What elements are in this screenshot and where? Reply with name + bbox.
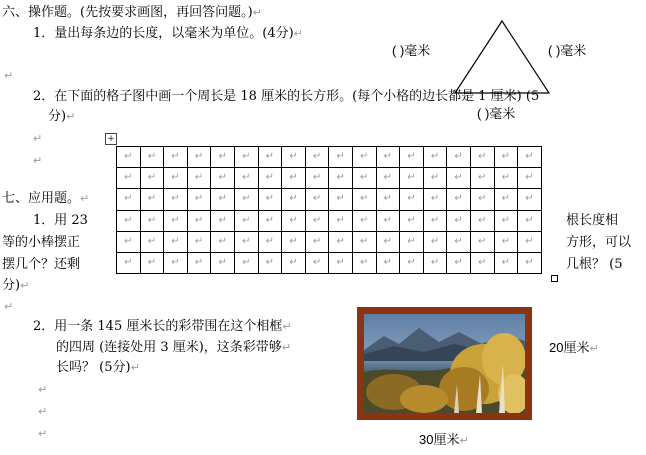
- grid-cell[interactable]: ↵: [470, 168, 494, 189]
- section6-heading: 六、操作题。(先按要求画图，再回答问题。)↵: [2, 5, 262, 20]
- grid-table[interactable]: [116, 146, 542, 274]
- q1-blank-right: ( )毫米: [548, 43, 587, 58]
- grid-cell[interactable]: ↵: [329, 210, 353, 231]
- grid-cell[interactable]: ↵: [447, 189, 471, 210]
- grid-cell[interactable]: ↵: [329, 252, 353, 273]
- grid-cell[interactable]: ↵: [329, 189, 353, 210]
- return-mark: ↵: [33, 154, 43, 167]
- q1-blank-bottom: ( )毫米: [477, 106, 516, 121]
- grid-cell[interactable]: ↵: [376, 189, 400, 210]
- grid-cell[interactable]: ↵: [164, 210, 188, 231]
- section7-q2-line3: 长吗？ (5分)↵: [56, 360, 140, 375]
- grid-cell[interactable]: ↵: [140, 189, 164, 210]
- grid-cell[interactable]: ↵: [447, 210, 471, 231]
- table-move-handle[interactable]: +: [105, 133, 117, 145]
- section6-q2: 2．在下面的格子图中画一个周长是 18 厘米的长方形。(每个小格的边长都是 1 厘米) (5: [33, 89, 540, 104]
- grid-cell[interactable]: ↵: [470, 210, 494, 231]
- grid-cell[interactable]: ↵: [518, 189, 542, 210]
- grid-cell[interactable]: ↵: [447, 147, 471, 168]
- grid-cell[interactable]: ↵: [376, 210, 400, 231]
- grid-cell[interactable]: ↵: [187, 147, 211, 168]
- grid-cell[interactable]: ↵: [258, 189, 282, 210]
- grid-cell[interactable]: ↵: [258, 168, 282, 189]
- return-mark: ↵: [38, 427, 48, 440]
- grid-cell[interactable]: ↵: [376, 231, 400, 252]
- grid-cell[interactable]: ↵: [329, 231, 353, 252]
- grid-cell[interactable]: ↵: [164, 189, 188, 210]
- grid-cell[interactable]: ↵: [140, 147, 164, 168]
- section7-q2-line1: 2．用一条 145 厘米长的彩带围在这个相框↵: [33, 319, 292, 334]
- grid-cell[interactable]: ↵: [494, 210, 518, 231]
- grid-cell[interactable]: ↵: [423, 210, 447, 231]
- grid-row: [117, 168, 542, 189]
- section7-q1-right3: 几根？ (5: [566, 257, 623, 272]
- grid-cell[interactable]: ↵: [140, 168, 164, 189]
- grid-cell[interactable]: ↵: [400, 189, 424, 210]
- grid-cell[interactable]: ↵: [282, 168, 306, 189]
- grid-cell[interactable]: ↵: [329, 168, 353, 189]
- grid-cell[interactable]: ↵: [140, 231, 164, 252]
- grid-cell[interactable]: ↵: [352, 252, 376, 273]
- grid-cell[interactable]: ↵: [518, 210, 542, 231]
- grid-cell[interactable]: ↵: [470, 147, 494, 168]
- grid-cell[interactable]: ↵: [211, 210, 235, 231]
- triangle-figure: [452, 18, 552, 98]
- grid-cell[interactable]: ↵: [376, 147, 400, 168]
- grid-cell[interactable]: ↵: [305, 231, 329, 252]
- grid-cell[interactable]: ↵: [305, 252, 329, 273]
- grid-cell[interactable]: ↵: [376, 252, 400, 273]
- grid-cell[interactable]: ↵: [400, 231, 424, 252]
- grid-cell[interactable]: ↵: [305, 210, 329, 231]
- grid-cell[interactable]: ↵: [117, 210, 141, 231]
- grid-cell[interactable]: ↵: [447, 252, 471, 273]
- grid-cell[interactable]: ↵: [282, 189, 306, 210]
- section7-q1-line2: 等的小棒摆正: [2, 235, 81, 250]
- grid-cell[interactable]: ↵: [117, 231, 141, 252]
- grid-cell[interactable]: ↵: [282, 252, 306, 273]
- grid-cell[interactable]: ↵: [164, 168, 188, 189]
- grid-cell[interactable]: ↵: [423, 252, 447, 273]
- grid-cell[interactable]: ↵: [470, 252, 494, 273]
- landscape-photo: [364, 314, 525, 413]
- grid-cell[interactable]: ↵: [282, 210, 306, 231]
- grid-cell[interactable]: ↵: [447, 168, 471, 189]
- grid-cell[interactable]: ↵: [352, 147, 376, 168]
- grid-cell[interactable]: ↵: [187, 252, 211, 273]
- grid-row: [117, 210, 542, 231]
- grid-cell[interactable]: ↵: [329, 147, 353, 168]
- grid-cell[interactable]: ↵: [164, 231, 188, 252]
- grid-cell[interactable]: ↵: [423, 231, 447, 252]
- grid-cell[interactable]: ↵: [234, 252, 258, 273]
- grid-cell[interactable]: ↵: [305, 189, 329, 210]
- return-mark: ↵: [4, 69, 14, 82]
- section6-q2-cont: 分)↵: [48, 109, 76, 124]
- grid-cell[interactable]: ↵: [518, 168, 542, 189]
- grid-cell[interactable]: ↵: [494, 147, 518, 168]
- grid-row: [117, 252, 542, 273]
- grid-cell[interactable]: ↵: [400, 210, 424, 231]
- grid-cell[interactable]: ↵: [234, 168, 258, 189]
- grid-cell[interactable]: ↵: [494, 168, 518, 189]
- section7-q1-right2: 方形，可以: [566, 235, 632, 250]
- section7-q1-line1: 1．用 23: [33, 213, 88, 228]
- grid-cell[interactable]: ↵: [494, 231, 518, 252]
- grid-cell[interactable]: ↵: [117, 189, 141, 210]
- grid-cell[interactable]: ↵: [117, 168, 141, 189]
- grid-cell[interactable]: ↵: [305, 147, 329, 168]
- grid-cell[interactable]: ↵: [211, 231, 235, 252]
- grid-cell[interactable]: ↵: [494, 252, 518, 273]
- grid-cell[interactable]: ↵: [376, 168, 400, 189]
- grid-cell[interactable]: ↵: [423, 168, 447, 189]
- grid-cell[interactable]: ↵: [518, 252, 542, 273]
- grid-cell[interactable]: ↵: [258, 210, 282, 231]
- grid-cell[interactable]: ↵: [164, 252, 188, 273]
- grid-cell[interactable]: ↵: [140, 210, 164, 231]
- grid-row: [117, 189, 542, 210]
- grid-cell[interactable]: ↵: [470, 189, 494, 210]
- grid-cell[interactable]: ↵: [258, 252, 282, 273]
- grid-cell[interactable]: ↵: [352, 231, 376, 252]
- grid-cell[interactable]: ↵: [258, 147, 282, 168]
- grid-cell[interactable]: ↵: [234, 231, 258, 252]
- grid-cell[interactable]: ↵: [211, 147, 235, 168]
- grid-row: [117, 147, 542, 168]
- grid-cell[interactable]: ↵: [234, 189, 258, 210]
- frame-width-label: 30厘米↵: [419, 432, 469, 447]
- section7-q1-line4: 分)↵: [2, 278, 30, 293]
- grid-cell[interactable]: ↵: [352, 189, 376, 210]
- grid-cell[interactable]: ↵: [447, 231, 471, 252]
- table-resize-handle[interactable]: [551, 275, 558, 282]
- grid-cell[interactable]: ↵: [282, 231, 306, 252]
- grid-cell[interactable]: ↵: [187, 210, 211, 231]
- grid-row: [117, 231, 542, 252]
- return-mark: ↵: [38, 383, 48, 396]
- grid-cell[interactable]: ↵: [211, 189, 235, 210]
- grid-cell[interactable]: ↵: [400, 168, 424, 189]
- return-mark: ↵: [38, 405, 48, 418]
- grid-cell[interactable]: ↵: [211, 168, 235, 189]
- grid-cell[interactable]: ↵: [211, 252, 235, 273]
- grid-cell[interactable]: ↵: [187, 189, 211, 210]
- q1-blank-left: ( )毫米: [392, 43, 431, 58]
- grid-cell[interactable]: ↵: [352, 168, 376, 189]
- grid-cell[interactable]: ↵: [494, 189, 518, 210]
- section7-q1-line3: 摆几个？还剩: [2, 257, 81, 272]
- grid-cell[interactable]: ↵: [305, 168, 329, 189]
- section7-q1-right1: 根长度相: [566, 213, 619, 228]
- grid-cell[interactable]: ↵: [187, 168, 211, 189]
- grid-cell[interactable]: ↵: [164, 147, 188, 168]
- grid-cell[interactable]: ↵: [234, 147, 258, 168]
- section6-q1: 1．量出每条边的长度，以毫米为单位。(4分)↵: [33, 26, 303, 41]
- grid-cell[interactable]: ↵: [423, 189, 447, 210]
- grid-cell[interactable]: ↵: [234, 210, 258, 231]
- frame-height-label: 20厘米↵: [549, 340, 599, 355]
- grid-cell[interactable]: ↵: [518, 231, 542, 252]
- grid-cell[interactable]: ↵: [423, 147, 447, 168]
- section7-q2-line2: 的四周 (连接处用 3 厘米)，这条彩带够↵: [56, 340, 292, 355]
- grid-cell[interactable]: ↵: [470, 231, 494, 252]
- grid-cell[interactable]: ↵: [400, 147, 424, 168]
- grid-cell[interactable]: ↵: [282, 147, 306, 168]
- section7-heading: 七、应用题。↵: [2, 191, 90, 206]
- grid-cell[interactable]: ↵: [117, 147, 141, 168]
- grid-cell[interactable]: ↵: [140, 252, 164, 273]
- grid-cell[interactable]: ↵: [187, 231, 211, 252]
- grid-cell[interactable]: ↵: [352, 210, 376, 231]
- grid-cell[interactable]: ↵: [518, 147, 542, 168]
- grid-cell[interactable]: ↵: [400, 252, 424, 273]
- grid-cell[interactable]: ↵: [258, 231, 282, 252]
- return-mark: ↵: [4, 300, 14, 313]
- return-mark: ↵: [33, 132, 43, 145]
- photo-frame: [357, 307, 532, 420]
- grid-cell[interactable]: ↵: [117, 252, 141, 273]
